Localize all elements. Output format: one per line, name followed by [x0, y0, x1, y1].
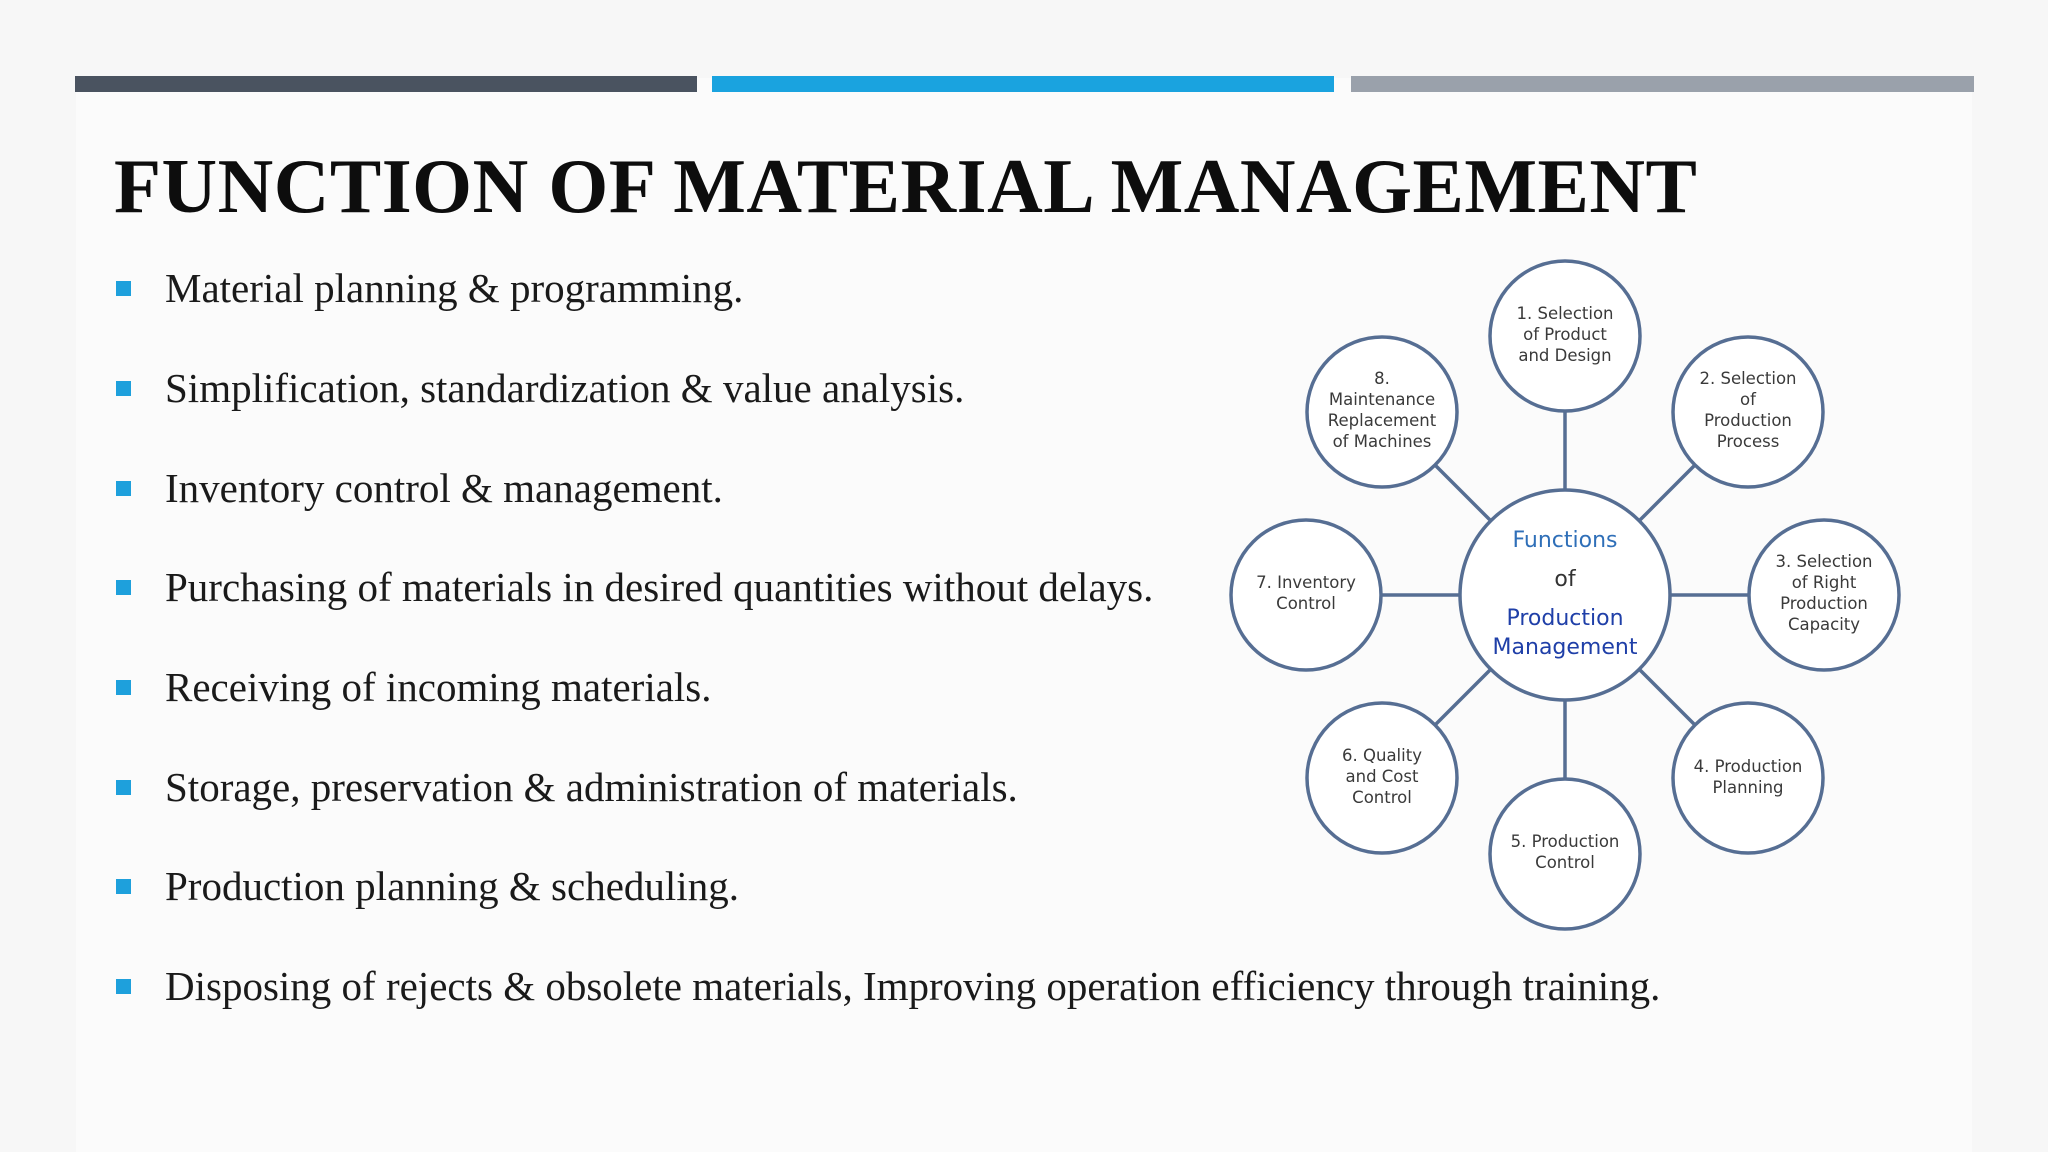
node-7-line-2: Control: [1276, 594, 1336, 613]
accent-bar-dark: [75, 76, 697, 92]
square-bullet-icon: [116, 481, 131, 496]
square-bullet-icon: [116, 879, 131, 894]
accent-bar-blue: [712, 76, 1334, 92]
node-1-line-3: and Design: [1518, 346, 1612, 365]
production-functions-diagram: [1220, 250, 1930, 940]
node-6-line-3: Control: [1352, 788, 1412, 807]
node-3-line-1: 3. Selection: [1775, 552, 1873, 571]
node-3-line-3: Production: [1780, 594, 1868, 613]
square-bullet-icon: [116, 680, 131, 695]
center-label-line1: Functions: [1512, 528, 1618, 553]
center-label-line3: Production: [1506, 606, 1624, 631]
bullet-text: Inventory control & management.: [165, 465, 723, 511]
node-6-line-2: and Cost: [1345, 767, 1419, 786]
bullet-text: Storage, preservation & administration of materials.: [165, 764, 1018, 810]
node-5-line-2: Control: [1535, 853, 1595, 872]
node-8-line-3: Replacement: [1327, 411, 1437, 430]
node-7: [1231, 520, 1381, 670]
bullet-text: Disposing of rejects & obsolete materials, Improving operation efficiency through training.: [165, 963, 1661, 1009]
node-7-line-1: 7. Inventory: [1256, 573, 1356, 592]
node-5: [1490, 779, 1640, 929]
slide-title: FUNCTION OF MATERIAL MANAGEMENT: [114, 143, 1698, 229]
square-bullet-icon: [116, 780, 131, 795]
node-4: [1673, 703, 1823, 853]
node-8-line-2: Maintenance: [1328, 390, 1436, 409]
square-bullet-icon: [116, 381, 131, 396]
node-2-line-1: 2. Selection: [1699, 369, 1797, 388]
connector-line-4: [1639, 669, 1695, 725]
node-1: [1490, 261, 1640, 411]
node-8-line-1: 8.: [1374, 369, 1390, 388]
connector-line-8: [1435, 465, 1491, 521]
node-8-line-4: of Machines: [1332, 432, 1432, 451]
connector-line-2: [1639, 465, 1695, 521]
node-2-line-4: Process: [1716, 432, 1780, 451]
node-2-line-3: Production: [1704, 411, 1792, 430]
node-2-line-2: of: [1740, 390, 1756, 409]
node-5-line-1: 5. Production: [1510, 832, 1620, 851]
center-label-line4: Management: [1492, 635, 1638, 660]
center-node: [1460, 490, 1670, 700]
connector-line-6: [1435, 669, 1491, 725]
square-bullet-icon: [116, 281, 131, 296]
accent-bar-gray: [1351, 76, 1974, 92]
square-bullet-icon: [116, 580, 131, 595]
center-label-line2: of: [1554, 567, 1576, 592]
node-6: [1307, 703, 1457, 853]
node-2: [1673, 337, 1823, 487]
node-1-line-2: of Product: [1523, 325, 1607, 344]
node-4-line-1: 4. Production: [1693, 757, 1803, 776]
node-3-line-4: Capacity: [1787, 615, 1861, 634]
bullet-text: Material planning & programming.: [165, 265, 744, 311]
node-4-line-2: Planning: [1712, 778, 1784, 797]
bullet-text: Production planning & scheduling.: [165, 863, 739, 909]
node-6-line-1: 6. Quality: [1342, 746, 1422, 765]
node-3: [1749, 520, 1899, 670]
node-3-line-2: of Right: [1791, 573, 1857, 592]
bullet-text: Receiving of incoming materials.: [165, 664, 712, 710]
bullet-text: Purchasing of materials in desired quantities without delays.: [165, 564, 1154, 610]
bullet-text: Simplification, standardization & value analysis.: [165, 365, 965, 411]
square-bullet-icon: [116, 979, 131, 994]
node-1-line-1: 1. Selection: [1516, 304, 1614, 323]
node-8: [1307, 337, 1457, 487]
